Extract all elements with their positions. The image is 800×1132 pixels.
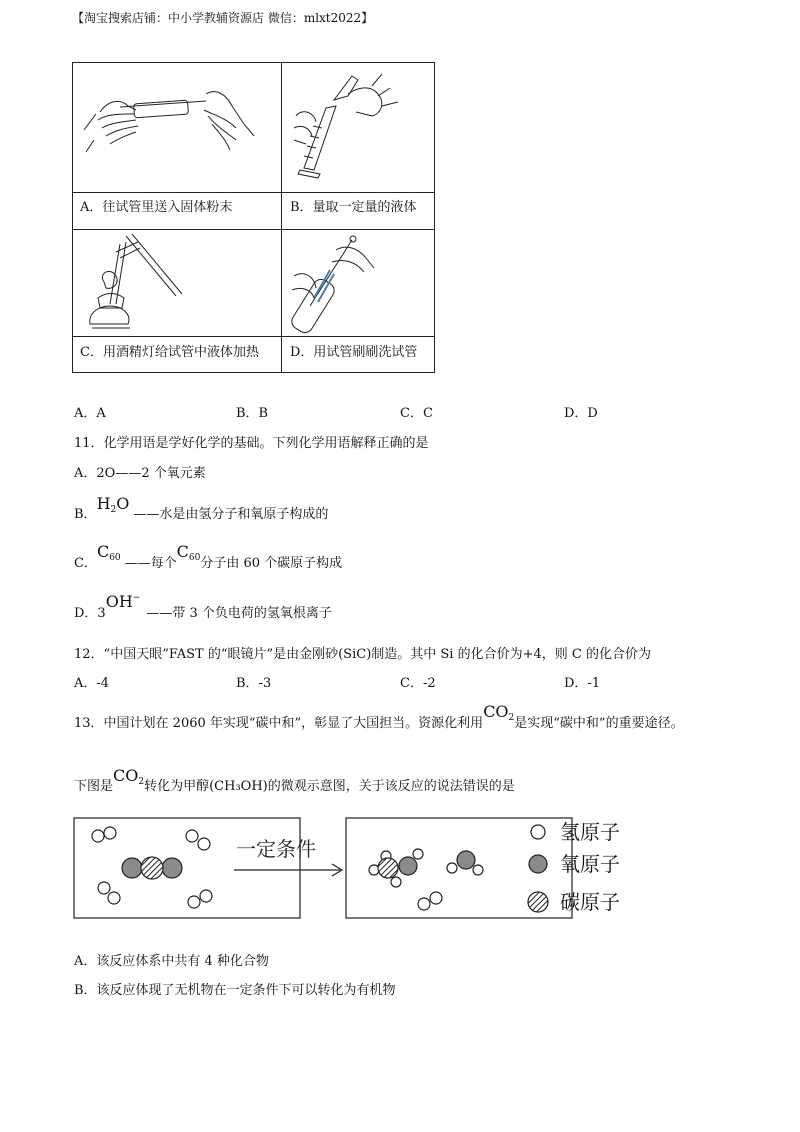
option-label-c: C．用酒精灯给试管中液体加热 (80, 345, 259, 360)
legend-carbon: 碳原子 (560, 890, 620, 914)
formula-c60: $C_{60}$ (96, 542, 121, 563)
table-divider (72, 229, 435, 230)
option-text: ——水是由氢分子和氧原子构成的 (133, 507, 329, 522)
option-text: ——每个 (124, 556, 177, 571)
q10-option-d[interactable]: D．D (564, 406, 598, 421)
page-header: 【淘宝搜索店铺：中小学教辅资源店 微信：mlxt2022】 (72, 11, 374, 25)
q12-option-b[interactable]: B．-3 (236, 676, 272, 691)
q12-stem: 12．“中国天眼”FAST 的“眼镜片”是由金刚砂(SiC)制造。其中 Si 的化合价为+4，则 C 的化合价为 (74, 647, 651, 662)
q13-option-a[interactable]: A．该反应体系中共有 4 种化合物 (74, 954, 269, 969)
legend-oxygen: 氧原子 (560, 852, 620, 876)
formula-oh: OH− (105, 592, 141, 611)
q10-option-a[interactable]: A．A (74, 406, 106, 421)
option-label-b: B．量取一定量的液体 (290, 200, 417, 215)
illustration-brush-tube (286, 232, 431, 334)
option-text: ——带 3 个负电荷的氢氧根离子 (146, 606, 332, 621)
arrow-label: 一定条件 (236, 837, 316, 861)
q12-option-c[interactable]: C．-2 (400, 676, 436, 691)
q13-option-b[interactable]: B．该反应体现了无机物在一定条件下可以转化为有机物 (74, 983, 396, 998)
q13-stem: 13．中国计划在 2060 年实现“碳中和”，彰显了大国担当。资源化利用$CO_2$是实现“碳中和”的重要途径。 (74, 702, 684, 731)
table-divider-vertical (281, 62, 282, 373)
option-label-a: A．往试管里送入固体粉末 (80, 200, 233, 215)
illustration-heat-liquid (76, 232, 276, 334)
q11-option-a[interactable]: A．2O——2 个氧元素 (74, 466, 206, 481)
formula-co2: $CO_2$ (483, 702, 515, 723)
legend-hydrogen: 氢原子 (560, 820, 620, 844)
option-label-d: D．用试管刷刷洗试管 (290, 345, 418, 360)
q12-option-d[interactable]: D．-1 (564, 676, 601, 691)
q10-option-b[interactable]: B．B (236, 406, 269, 421)
q11-stem: 11．化学用语是学好化学的基础。下列化学用语解释正确的是 (74, 436, 429, 451)
q11-option-d[interactable] (74, 594, 332, 620)
formula-h2o: $H_2O$ (96, 494, 130, 515)
q12-option-a[interactable]: A．-4 (74, 676, 110, 691)
q10-option-c[interactable]: C．C (400, 406, 433, 421)
illustration-powder-into-tube (76, 70, 276, 185)
q11-option-b[interactable] (74, 496, 328, 521)
q13-stem-line2: 下图是$CO_2$转化为甲醇(CH₃OH)的微观示意图，关于该反应的说法错误的是 (74, 766, 515, 794)
table-divider (72, 192, 435, 193)
illustration-measure-liquid (286, 66, 431, 186)
reaction-diagram (70, 812, 640, 924)
q11-option-c[interactable] (74, 544, 342, 570)
option-text: 分子由 60 个碳原子构成 (200, 556, 343, 571)
formula-co2: $CO_2$ (113, 766, 145, 787)
option-prefix: C． (74, 556, 97, 571)
option-prefix: D．3 (74, 606, 106, 621)
formula-c60: $C_{60}$ (176, 542, 201, 563)
option-prefix: B． (74, 507, 97, 522)
table-divider (72, 336, 435, 337)
